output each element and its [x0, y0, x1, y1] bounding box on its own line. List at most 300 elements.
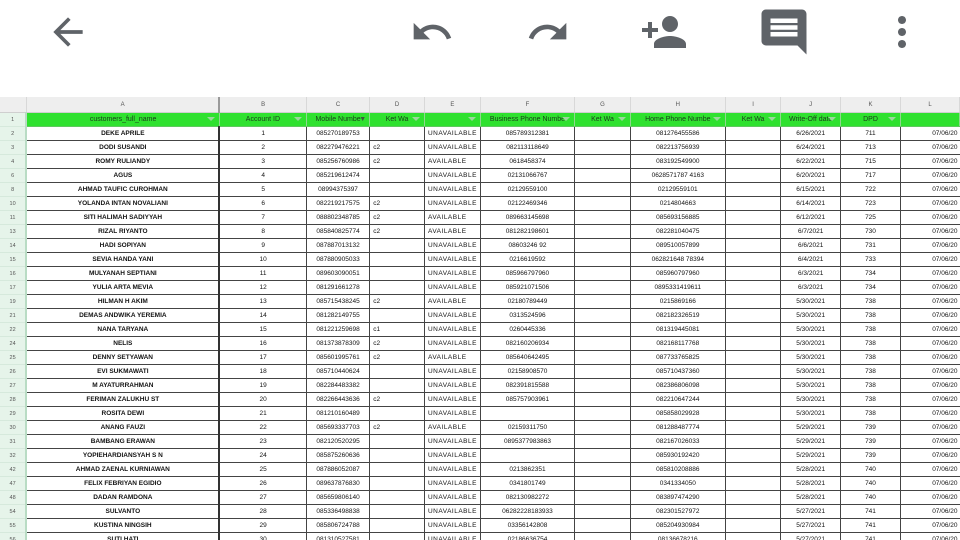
- column-letter-f[interactable]: F: [480, 97, 574, 113]
- cell-write-off-date[interactable]: 6/20/2021: [781, 169, 840, 183]
- cell-dpd[interactable]: 733: [840, 253, 900, 267]
- cell-dpd[interactable]: 741: [840, 519, 900, 533]
- row-number[interactable]: 8: [0, 183, 26, 197]
- cell-business-phone[interactable]: 089663145698: [480, 211, 574, 225]
- cell-account-id[interactable]: 25: [219, 463, 306, 477]
- cell-business-phone[interactable]: 0341801749: [480, 477, 574, 491]
- cell-dpd[interactable]: 734: [840, 281, 900, 295]
- cell-home-phone[interactable]: 082281040475: [630, 225, 725, 239]
- cell-ket-wa-home[interactable]: [725, 351, 781, 365]
- cell-write-off-date[interactable]: 5/30/2021: [781, 407, 840, 421]
- cell-ket-wa-mobile[interactable]: [370, 379, 425, 393]
- cell-home-phone[interactable]: 082182326519: [630, 309, 725, 323]
- cell-home-phone[interactable]: 085858029928: [630, 407, 725, 421]
- cell-customer-name[interactable]: SUTI HATI: [26, 533, 219, 540]
- row-number[interactable]: 32: [0, 449, 26, 463]
- row-number[interactable]: 14: [0, 239, 26, 253]
- cell-status[interactable]: AVAILABLE: [424, 211, 480, 225]
- cell-business-phone[interactable]: 08603246 92: [480, 239, 574, 253]
- cell-account-id[interactable]: 29: [219, 519, 306, 533]
- column-letter-g[interactable]: G: [575, 97, 631, 113]
- cell-ket-wa-business[interactable]: [575, 197, 631, 211]
- cell-business-phone[interactable]: 02129559100: [480, 183, 574, 197]
- cell-customer-name[interactable]: HILMAN H AKIM: [26, 295, 219, 309]
- cell-home-phone[interactable]: 08136678216: [630, 533, 725, 540]
- cell-ket-wa-business[interactable]: [575, 477, 631, 491]
- cell-home-phone[interactable]: 085810208886: [630, 463, 725, 477]
- cell-status[interactable]: AVAILABLE: [424, 351, 480, 365]
- cell-business-phone[interactable]: 02186636754: [480, 533, 574, 540]
- cell-mobile-number[interactable]: 081291661278: [306, 281, 369, 295]
- cell-ket-wa-business[interactable]: [575, 127, 631, 141]
- cell-status[interactable]: AVAILABLE: [424, 295, 480, 309]
- cell-ket-wa-home[interactable]: [725, 491, 781, 505]
- cell-ket-wa-home[interactable]: [725, 505, 781, 519]
- cell-column-l[interactable]: 07/06/20: [901, 449, 960, 463]
- cell-account-id[interactable]: 11: [219, 267, 306, 281]
- cell-ket-wa-home[interactable]: [725, 141, 781, 155]
- cell-ket-wa-home[interactable]: [725, 295, 781, 309]
- cell-dpd[interactable]: 711: [840, 127, 900, 141]
- header-ket-wa-home[interactable]: [725, 113, 781, 127]
- cell-home-phone[interactable]: 081319445081: [630, 323, 725, 337]
- cell-column-l[interactable]: 07/06/20: [901, 463, 960, 477]
- cell-business-phone[interactable]: 02180789449: [480, 295, 574, 309]
- row-number[interactable]: 6: [0, 169, 26, 183]
- cell-status[interactable]: UNAVAILABLE: [424, 309, 480, 323]
- cell-column-l[interactable]: 07/06/20: [901, 505, 960, 519]
- filter-dropdown-icon[interactable]: [828, 117, 836, 121]
- cell-column-l[interactable]: 07/06/20: [901, 295, 960, 309]
- cell-ket-wa-home[interactable]: [725, 155, 781, 169]
- cell-ket-wa-business[interactable]: [575, 463, 631, 477]
- cell-customer-name[interactable]: NELIS: [26, 337, 219, 351]
- row-number[interactable]: 55: [0, 519, 26, 533]
- row-number[interactable]: 22: [0, 323, 26, 337]
- cell-home-phone[interactable]: 082167026033: [630, 435, 725, 449]
- cell-account-id[interactable]: 17: [219, 351, 306, 365]
- cell-customer-name[interactable]: FELIX FEBRIYAN EGIDIO: [26, 477, 219, 491]
- column-letter-a[interactable]: A: [26, 97, 219, 113]
- cell-dpd[interactable]: 740: [840, 463, 900, 477]
- cell-mobile-number[interactable]: 085693337703: [306, 421, 369, 435]
- cell-write-off-date[interactable]: 6/7/2021: [781, 225, 840, 239]
- cell-ket-wa-home[interactable]: [725, 533, 781, 540]
- cell-ket-wa-home[interactable]: [725, 449, 781, 463]
- cell-business-phone[interactable]: 082113118649: [480, 141, 574, 155]
- row-number[interactable]: 24: [0, 337, 26, 351]
- cell-ket-wa-business[interactable]: [575, 309, 631, 323]
- cell-column-l[interactable]: 07/06/20: [901, 281, 960, 295]
- row-number[interactable]: 28: [0, 393, 26, 407]
- cell-ket-wa-mobile[interactable]: [370, 183, 425, 197]
- cell-ket-wa-mobile[interactable]: [370, 491, 425, 505]
- cell-ket-wa-mobile[interactable]: [370, 281, 425, 295]
- cell-column-l[interactable]: 07/06/20: [901, 477, 960, 491]
- cell-status[interactable]: UNAVAILABLE: [424, 393, 480, 407]
- cell-column-l[interactable]: 07/06/20: [901, 267, 960, 281]
- cell-customer-name[interactable]: SULVANTO: [26, 505, 219, 519]
- cell-dpd[interactable]: 739: [840, 435, 900, 449]
- cell-write-off-date[interactable]: 6/14/2021: [781, 197, 840, 211]
- cell-ket-wa-home[interactable]: [725, 309, 781, 323]
- column-letter-l[interactable]: L: [901, 97, 960, 113]
- cell-ket-wa-mobile[interactable]: [370, 365, 425, 379]
- cell-mobile-number[interactable]: 085336498838: [306, 505, 369, 519]
- cell-ket-wa-home[interactable]: [725, 421, 781, 435]
- cell-ket-wa-business[interactable]: [575, 169, 631, 183]
- cell-ket-wa-home[interactable]: [725, 463, 781, 477]
- cell-dpd[interactable]: 734: [840, 267, 900, 281]
- cell-column-l[interactable]: 07/06/20: [901, 351, 960, 365]
- cell-ket-wa-business[interactable]: [575, 407, 631, 421]
- cell-ket-wa-business[interactable]: [575, 449, 631, 463]
- cell-mobile-number[interactable]: 081373878309: [306, 337, 369, 351]
- cell-dpd[interactable]: 741: [840, 533, 900, 540]
- cell-account-id[interactable]: 12: [219, 281, 306, 295]
- cell-mobile-number[interactable]: 088802348785: [306, 211, 369, 225]
- cell-account-id[interactable]: 9: [219, 239, 306, 253]
- cell-home-phone[interactable]: 0895331419611: [630, 281, 725, 295]
- cell-mobile-number[interactable]: 085715438245: [306, 295, 369, 309]
- cell-mobile-number[interactable]: 089637876830: [306, 477, 369, 491]
- cell-mobile-number[interactable]: 087887013132: [306, 239, 369, 253]
- row-number[interactable]: 4: [0, 155, 26, 169]
- cell-mobile-number[interactable]: 082284483382: [306, 379, 369, 393]
- cell-customer-name[interactable]: KUSTINA NINGSIH: [26, 519, 219, 533]
- cell-ket-wa-business[interactable]: [575, 505, 631, 519]
- filter-dropdown-icon[interactable]: [713, 117, 721, 121]
- cell-mobile-number[interactable]: 082120520295: [306, 435, 369, 449]
- cell-account-id[interactable]: 3: [219, 155, 306, 169]
- cell-status[interactable]: UNAVAILABLE: [424, 477, 480, 491]
- cell-account-id[interactable]: 26: [219, 477, 306, 491]
- cell-home-phone[interactable]: 085693156885: [630, 211, 725, 225]
- filter-dropdown-icon[interactable]: [207, 117, 215, 121]
- filter-dropdown-icon[interactable]: [768, 117, 776, 121]
- header-account-id[interactable]: [219, 113, 306, 127]
- cell-account-id[interactable]: 16: [219, 337, 306, 351]
- row-number[interactable]: 13: [0, 225, 26, 239]
- cell-ket-wa-home[interactable]: [725, 183, 781, 197]
- cell-ket-wa-mobile[interactable]: c2: [370, 351, 425, 365]
- cell-home-phone[interactable]: 082301527972: [630, 505, 725, 519]
- cell-status[interactable]: UNAVAILABLE: [424, 449, 480, 463]
- cell-ket-wa-business[interactable]: [575, 435, 631, 449]
- cell-dpd[interactable]: 738: [840, 309, 900, 323]
- cell-column-l[interactable]: 07/06/20: [901, 337, 960, 351]
- share-button[interactable]: [636, 8, 692, 56]
- cell-account-id[interactable]: 22: [219, 421, 306, 435]
- cell-account-id[interactable]: 19: [219, 379, 306, 393]
- cell-write-off-date[interactable]: 5/30/2021: [781, 351, 840, 365]
- cell-status[interactable]: AVAILABLE: [424, 225, 480, 239]
- cell-status[interactable]: UNAVAILABLE: [424, 337, 480, 351]
- cell-mobile-number[interactable]: 085219612474: [306, 169, 369, 183]
- cell-ket-wa-home[interactable]: [725, 225, 781, 239]
- cell-home-phone[interactable]: 083897474290: [630, 491, 725, 505]
- cell-dpd[interactable]: 738: [840, 323, 900, 337]
- row-number[interactable]: 17: [0, 281, 26, 295]
- cell-write-off-date[interactable]: 5/30/2021: [781, 295, 840, 309]
- cell-ket-wa-mobile[interactable]: [370, 477, 425, 491]
- filter-dropdown-icon[interactable]: [468, 117, 476, 121]
- cell-customer-name[interactable]: YULIA ARTA MEVIA: [26, 281, 219, 295]
- cell-column-l[interactable]: 07/06/20: [901, 421, 960, 435]
- cell-column-l[interactable]: 07/06/20: [901, 379, 960, 393]
- cell-write-off-date[interactable]: 6/15/2021: [781, 183, 840, 197]
- row-number[interactable]: 3: [0, 141, 26, 155]
- cell-dpd[interactable]: 738: [840, 379, 900, 393]
- cell-write-off-date[interactable]: 5/30/2021: [781, 379, 840, 393]
- header-status[interactable]: [424, 113, 480, 127]
- row-number[interactable]: 19: [0, 295, 26, 309]
- cell-business-phone[interactable]: 02159311750: [480, 421, 574, 435]
- row-number[interactable]: 27: [0, 379, 26, 393]
- cell-dpd[interactable]: 739: [840, 421, 900, 435]
- cell-ket-wa-home[interactable]: [725, 365, 781, 379]
- cell-ket-wa-mobile[interactable]: c2: [370, 421, 425, 435]
- header-write-off-date[interactable]: [781, 113, 840, 127]
- cell-ket-wa-mobile[interactable]: [370, 463, 425, 477]
- cell-customer-name[interactable]: DEKE APRILE: [26, 127, 219, 141]
- cell-home-phone[interactable]: 082213756939: [630, 141, 725, 155]
- cell-column-l[interactable]: 07/06/20: [901, 407, 960, 421]
- cell-mobile-number[interactable]: 087886052087: [306, 463, 369, 477]
- filter-dropdown-icon[interactable]: [562, 117, 570, 121]
- cell-mobile-number[interactable]: 085270189753: [306, 127, 369, 141]
- cell-dpd[interactable]: 715: [840, 155, 900, 169]
- cell-ket-wa-business[interactable]: [575, 533, 631, 540]
- cell-column-l[interactable]: 07/06/20: [901, 533, 960, 540]
- row-number[interactable]: 21: [0, 309, 26, 323]
- more-options-button[interactable]: [874, 8, 930, 56]
- cell-ket-wa-mobile[interactable]: c2: [370, 225, 425, 239]
- filter-dropdown-icon[interactable]: [618, 117, 626, 121]
- cell-ket-wa-business[interactable]: [575, 421, 631, 435]
- cell-home-phone[interactable]: 062821648 78394: [630, 253, 725, 267]
- cell-write-off-date[interactable]: 6/12/2021: [781, 211, 840, 225]
- cell-dpd[interactable]: 740: [840, 491, 900, 505]
- row-number[interactable]: 47: [0, 477, 26, 491]
- cell-column-l[interactable]: 07/06/20: [901, 141, 960, 155]
- cell-dpd[interactable]: 740: [840, 477, 900, 491]
- cell-home-phone[interactable]: 082210647244: [630, 393, 725, 407]
- row-number[interactable]: 56: [0, 533, 26, 540]
- cell-ket-wa-home[interactable]: [725, 435, 781, 449]
- cell-status[interactable]: AVAILABLE: [424, 421, 480, 435]
- cell-column-l[interactable]: 07/06/20: [901, 323, 960, 337]
- header-home-phone[interactable]: [630, 113, 725, 127]
- cell-ket-wa-home[interactable]: [725, 211, 781, 225]
- cell-ket-wa-business[interactable]: [575, 155, 631, 169]
- cell-dpd[interactable]: 741: [840, 505, 900, 519]
- cell-dpd[interactable]: 713: [840, 141, 900, 155]
- cell-status[interactable]: UNAVAILABLE: [424, 323, 480, 337]
- column-letter-c[interactable]: C: [306, 97, 369, 113]
- cell-dpd[interactable]: 739: [840, 449, 900, 463]
- cell-account-id[interactable]: 2: [219, 141, 306, 155]
- filter-dropdown-icon[interactable]: [412, 117, 420, 121]
- cell-write-off-date[interactable]: 6/24/2021: [781, 141, 840, 155]
- cell-mobile-number[interactable]: 085601995761: [306, 351, 369, 365]
- cell-account-id[interactable]: 20: [219, 393, 306, 407]
- row-number[interactable]: 29: [0, 407, 26, 421]
- cell-home-phone[interactable]: 0341334050: [630, 477, 725, 491]
- cell-status[interactable]: UNAVAILABLE: [424, 169, 480, 183]
- cell-home-phone[interactable]: 081276455586: [630, 127, 725, 141]
- header-mobile-number[interactable]: [306, 113, 369, 127]
- cell-business-phone[interactable]: 085789312381: [480, 127, 574, 141]
- cell-write-off-date[interactable]: 5/29/2021: [781, 449, 840, 463]
- cell-business-phone[interactable]: 0895377983863: [480, 435, 574, 449]
- cell-dpd[interactable]: 738: [840, 393, 900, 407]
- cell-ket-wa-business[interactable]: [575, 519, 631, 533]
- cell-customer-name[interactable]: AGUS: [26, 169, 219, 183]
- cell-ket-wa-home[interactable]: [725, 197, 781, 211]
- filter-dropdown-icon[interactable]: [888, 117, 896, 121]
- cell-customer-name[interactable]: DADAN RAMDONA: [26, 491, 219, 505]
- cell-home-phone[interactable]: 0215869166: [630, 295, 725, 309]
- filter-dropdown-icon[interactable]: [294, 117, 302, 121]
- cell-column-l[interactable]: 07/06/20: [901, 253, 960, 267]
- cell-status[interactable]: AVAILABLE: [424, 155, 480, 169]
- cell-status[interactable]: UNAVAILABLE: [424, 239, 480, 253]
- cell-write-off-date[interactable]: 5/30/2021: [781, 309, 840, 323]
- cell-account-id[interactable]: 4: [219, 169, 306, 183]
- cell-ket-wa-business[interactable]: [575, 267, 631, 281]
- cell-mobile-number[interactable]: 085256760986: [306, 155, 369, 169]
- cell-ket-wa-home[interactable]: [725, 393, 781, 407]
- cell-mobile-number[interactable]: 082279476221: [306, 141, 369, 155]
- cell-business-phone[interactable]: 02122469346: [480, 197, 574, 211]
- row-number[interactable]: 25: [0, 351, 26, 365]
- cell-ket-wa-business[interactable]: [575, 337, 631, 351]
- cell-write-off-date[interactable]: 5/30/2021: [781, 365, 840, 379]
- cell-customer-name[interactable]: SEVIA HANDA YANI: [26, 253, 219, 267]
- cell-write-off-date[interactable]: 5/28/2021: [781, 463, 840, 477]
- cell-ket-wa-mobile[interactable]: c1: [370, 323, 425, 337]
- cell-business-phone[interactable]: 0213862351: [480, 463, 574, 477]
- cell-account-id[interactable]: 21: [219, 407, 306, 421]
- cell-column-l[interactable]: 07/06/20: [901, 393, 960, 407]
- cell-ket-wa-business[interactable]: [575, 295, 631, 309]
- cell-write-off-date[interactable]: 6/3/2021: [781, 267, 840, 281]
- header-business-phone[interactable]: [480, 113, 574, 127]
- cell-account-id[interactable]: 6: [219, 197, 306, 211]
- cell-ket-wa-business[interactable]: [575, 281, 631, 295]
- cell-business-phone[interactable]: 081282198601: [480, 225, 574, 239]
- cell-dpd[interactable]: 730: [840, 225, 900, 239]
- cell-home-phone[interactable]: 087733765825: [630, 351, 725, 365]
- cell-status[interactable]: UNAVAILABLE: [424, 267, 480, 281]
- cell-home-phone[interactable]: 081288487774: [630, 421, 725, 435]
- cell-business-phone[interactable]: 082391815588: [480, 379, 574, 393]
- cell-ket-wa-mobile[interactable]: [370, 449, 425, 463]
- cell-write-off-date[interactable]: 5/29/2021: [781, 421, 840, 435]
- cell-business-phone[interactable]: 0313524596: [480, 309, 574, 323]
- cell-status[interactable]: UNAVAILABLE: [424, 281, 480, 295]
- cell-account-id[interactable]: 8: [219, 225, 306, 239]
- cell-ket-wa-mobile[interactable]: c2: [370, 197, 425, 211]
- cell-home-phone[interactable]: 089510057899: [630, 239, 725, 253]
- cell-write-off-date[interactable]: 5/30/2021: [781, 337, 840, 351]
- cell-dpd[interactable]: 731: [840, 239, 900, 253]
- cell-business-phone[interactable]: 085757903961: [480, 393, 574, 407]
- cell-ket-wa-mobile[interactable]: [370, 435, 425, 449]
- cell-business-phone[interactable]: 085966797960: [480, 267, 574, 281]
- back-button[interactable]: [40, 8, 96, 56]
- header-ket-wa-mobile[interactable]: [370, 113, 425, 127]
- row-number[interactable]: 31: [0, 435, 26, 449]
- cell-account-id[interactable]: 1: [219, 127, 306, 141]
- cell-ket-wa-business[interactable]: [575, 239, 631, 253]
- cell-status[interactable]: UNAVAILABLE: [424, 407, 480, 421]
- cell-account-id[interactable]: 5: [219, 183, 306, 197]
- cell-mobile-number[interactable]: 081282149755: [306, 309, 369, 323]
- cell-dpd[interactable]: 722: [840, 183, 900, 197]
- cell-business-phone[interactable]: 0618458374: [480, 155, 574, 169]
- cell-home-phone[interactable]: 0214804663: [630, 197, 725, 211]
- cell-column-l[interactable]: 07/06/20: [901, 491, 960, 505]
- column-letter-h[interactable]: H: [630, 97, 725, 113]
- cell-write-off-date[interactable]: 6/6/2021: [781, 239, 840, 253]
- cell-status[interactable]: UNAVAILABLE: [424, 519, 480, 533]
- cell-ket-wa-business[interactable]: [575, 379, 631, 393]
- cell-customer-name[interactable]: AHMAD TAUFIC CUROHMAN: [26, 183, 219, 197]
- cell-business-phone[interactable]: 0260445336: [480, 323, 574, 337]
- cell-status[interactable]: UNAVAILABLE: [424, 435, 480, 449]
- cell-ket-wa-mobile[interactable]: [370, 267, 425, 281]
- cell-customer-name[interactable]: BAMBANG ERAWAN: [26, 435, 219, 449]
- cell-status[interactable]: UNAVAILABLE: [424, 505, 480, 519]
- row-number[interactable]: 10: [0, 197, 26, 211]
- cell-column-l[interactable]: 07/06/20: [901, 197, 960, 211]
- cell-write-off-date[interactable]: 6/4/2021: [781, 253, 840, 267]
- cell-status[interactable]: UNAVAILABLE: [424, 379, 480, 393]
- cell-business-phone[interactable]: [480, 407, 574, 421]
- cell-customer-name[interactable]: MULYANAH SEPTIANI: [26, 267, 219, 281]
- cell-mobile-number[interactable]: 085659806140: [306, 491, 369, 505]
- cell-column-l[interactable]: 07/06/20: [901, 239, 960, 253]
- cell-dpd[interactable]: 738: [840, 351, 900, 365]
- spreadsheet-grid[interactable]: [0, 97, 960, 540]
- cell-account-id[interactable]: 14: [219, 309, 306, 323]
- cell-dpd[interactable]: 738: [840, 365, 900, 379]
- cell-customer-name[interactable]: DEMAS ANDWIKA YEREMIA: [26, 309, 219, 323]
- cell-business-phone[interactable]: 02158908570: [480, 365, 574, 379]
- cell-home-phone[interactable]: 085960797960: [630, 267, 725, 281]
- cell-column-l[interactable]: 07/06/20: [901, 365, 960, 379]
- cell-ket-wa-mobile[interactable]: c2: [370, 155, 425, 169]
- cell-ket-wa-mobile[interactable]: c2: [370, 337, 425, 351]
- cell-home-phone[interactable]: 085710437360: [630, 365, 725, 379]
- comments-button[interactable]: [756, 8, 812, 56]
- cell-ket-wa-mobile[interactable]: [370, 505, 425, 519]
- cell-status[interactable]: UNAVAILABLE: [424, 491, 480, 505]
- cell-ket-wa-mobile[interactable]: [370, 169, 425, 183]
- cell-business-phone[interactable]: 03356142808: [480, 519, 574, 533]
- cell-column-l[interactable]: 07/06/20: [901, 225, 960, 239]
- cell-home-phone[interactable]: 085930192420: [630, 449, 725, 463]
- cell-mobile-number[interactable]: 085806724788: [306, 519, 369, 533]
- cell-business-phone[interactable]: 02131066767: [480, 169, 574, 183]
- filter-active-icon[interactable]: ▼: [359, 116, 367, 123]
- cell-write-off-date[interactable]: 5/27/2021: [781, 519, 840, 533]
- cell-status[interactable]: UNAVAILABLE: [424, 253, 480, 267]
- cell-customer-name[interactable]: YOPIEHARDIANSYAH S N: [26, 449, 219, 463]
- cell-mobile-number[interactable]: 085875260636: [306, 449, 369, 463]
